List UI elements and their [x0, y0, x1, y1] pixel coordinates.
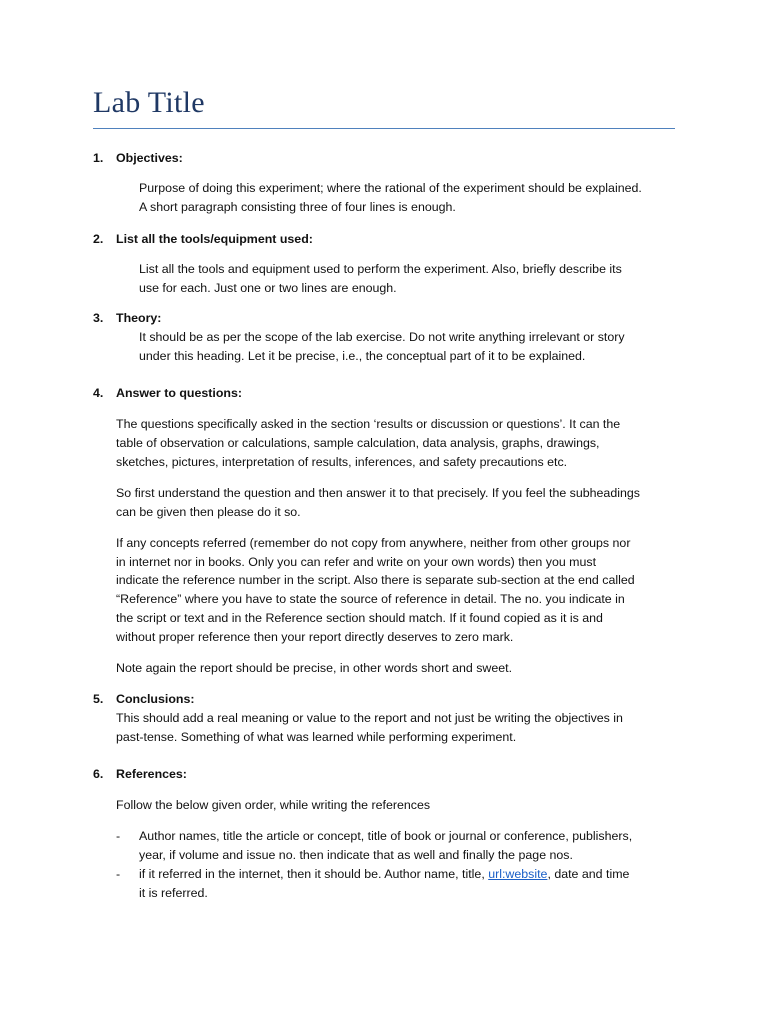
section-heading-tools: List all the tools/equipment used: — [116, 232, 313, 246]
section-number: 1. — [93, 151, 104, 165]
objectives-line: A short paragraph consisting three of four lines is enough. — [139, 200, 456, 214]
answers-paragraph-line: indicate the reference number in the script. Also there is separate sub-section at the end called — [116, 573, 635, 587]
section-heading-conclusions: Conclusions: — [116, 692, 195, 706]
section-number: 5. — [93, 692, 104, 706]
reference-bullet-line: year, if volume and issue no. then indicate that as well and finally the page nos. — [139, 848, 573, 862]
answers-paragraph-line: can be given then please do it so. — [116, 505, 301, 519]
answers-paragraph-line: the script or text and in the Reference section should match. If it found copied as it is and — [116, 611, 603, 625]
bullet-dash: - — [116, 867, 121, 881]
references-intro: Follow the below given order, while writing the references — [116, 798, 431, 812]
answers-paragraph-line: If any concepts referred (remember do not copy from anywhere, neither from other groups nor — [116, 536, 631, 550]
section-heading-answers: Answer to questions: — [116, 386, 242, 400]
answers-paragraph-line: “Reference” where you have to state the source of reference in detail. The no. you indicate in — [116, 592, 625, 606]
reference-bullet-line: Author names, title the article or concept, title of book or journal or conference, publishers, — [139, 829, 633, 843]
url-website-link[interactable]: url:website — [488, 867, 548, 881]
objectives-line: Purpose of doing this experiment; where the rational of the experiment should be explained. — [139, 181, 642, 195]
section-heading-objectives: Objectives: — [116, 151, 183, 165]
section-number: 3. — [93, 311, 104, 325]
bullet-dash: - — [116, 829, 121, 843]
answers-paragraph-line: table of observation or calculations, sample calculation, data analysis, graphs, drawings, — [116, 436, 600, 450]
reference-bullet-text: if it referred in the internet, then it should be. Author name, title, — [139, 867, 489, 881]
reference-bullet-line — [139, 865, 629, 884]
page-title: Lab Title — [93, 86, 205, 119]
answers-paragraph-line: So first understand the question and then answer it to that precisely. If you feel the subheadings — [116, 486, 640, 500]
answers-paragraph-line: in internet nor in books. Only you can refer and write on your own words) then you must — [116, 555, 597, 569]
section-number: 6. — [93, 767, 104, 781]
section-heading-references: References: — [116, 767, 187, 781]
title-underline — [93, 128, 675, 129]
theory-line: under this heading. Let it be precise, i.e., the conceptual part of it to be explained. — [139, 349, 586, 363]
answers-paragraph-line: sketches, pictures, interpretation of results, inferences, and safety precautions etc. — [116, 455, 568, 469]
answers-paragraph-line: The questions specifically asked in the section ‘results or discussion or questions’. It can the — [116, 417, 621, 431]
conclusions-line: past-tense. Something of what was learned while performing experiment. — [116, 730, 517, 744]
tools-line: List all the tools and equipment used to perform the experiment. Also, briefly describe its — [139, 262, 622, 276]
section-heading-theory: Theory: — [116, 311, 162, 325]
section-number: 4. — [93, 386, 104, 400]
reference-bullet-text: , date and time — [547, 867, 630, 881]
conclusions-line: This should add a real meaning or value to the report and not just be writing the objectives in — [116, 711, 623, 725]
tools-line: use for each. Just one or two lines are enough. — [139, 281, 397, 295]
answers-paragraph-line: Note again the report should be precise, in other words short and sweet. — [116, 661, 513, 675]
theory-line: It should be as per the scope of the lab exercise. Do not write anything irrelevant or story — [139, 330, 625, 344]
reference-bullet-line: it is referred. — [139, 886, 208, 900]
answers-paragraph-line: without proper reference then your report directly deserves to zero mark. — [116, 630, 514, 644]
section-number: 2. — [93, 232, 104, 246]
